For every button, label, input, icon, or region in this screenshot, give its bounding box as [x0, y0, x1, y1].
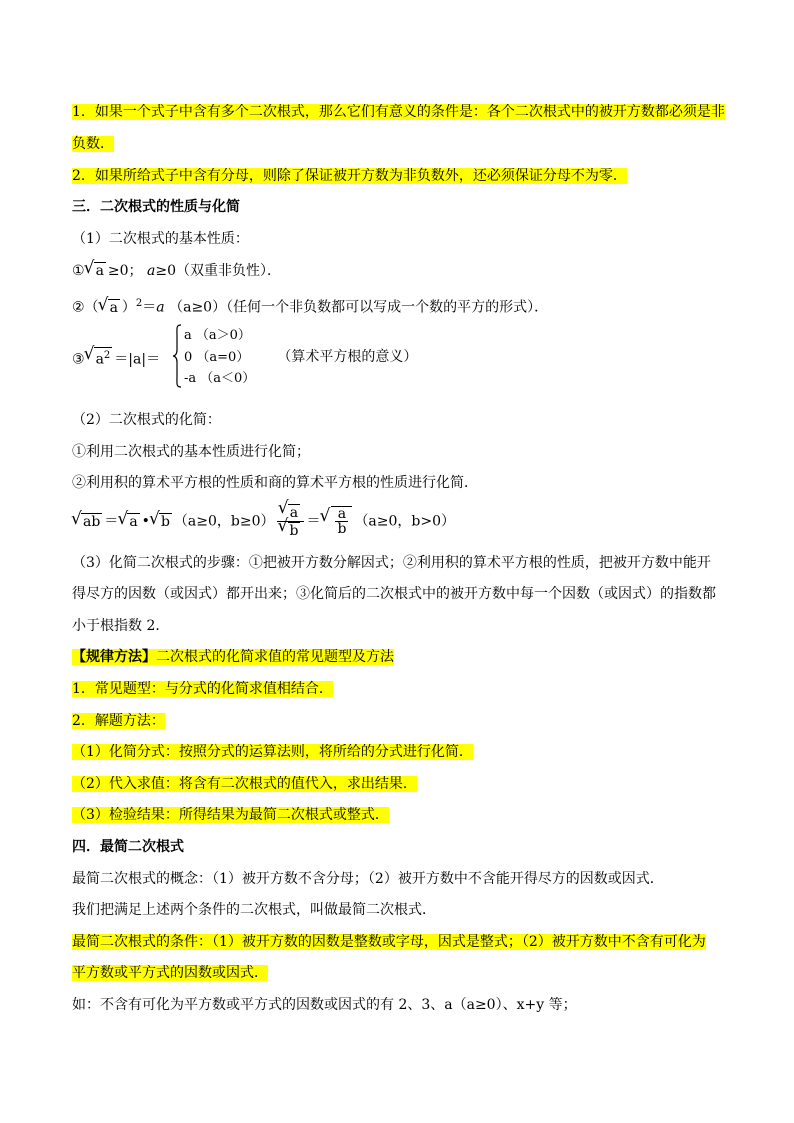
curly-brace-icon: [172, 324, 182, 388]
rule-item-1: 1．常见题型：与分式的化简求值相结合．: [72, 681, 333, 697]
sqrt-symbol: √ $\frac{a}{b}$: [320, 506, 352, 536]
subsection-3-line-b: 得尽方的因数（或因式）都开出来；③化简后的二次根式中的被开方数中每一个因数（或因式）的指数都: [72, 586, 716, 602]
sqrt-symbol: √ a: [118, 509, 139, 535]
case-positive: a （a＞0）: [184, 328, 251, 343]
property-1: ①√ a ≥0； a≥0（双重非负性）．: [72, 261, 281, 281]
sqrt-symbol: √ a: [85, 261, 106, 281]
paragraph-1a: [72, 102, 725, 122]
rule-item-2: 2．解题方法：: [72, 713, 165, 729]
section-3-title: 三．二次根式的性质与化简: [72, 199, 240, 215]
paragraph-1b: [72, 134, 114, 154]
condition-line-a: 最简二次根式的条件：（1）被开方数的因数是整数或字母，因式是整式；（2）被开方数中不含有可化为: [72, 934, 706, 950]
example-line: 如：不含有可化为平方数或平方式的因数或因式的有 2、3、a（a≥0）、x+y 等；: [72, 997, 577, 1013]
fraction: √ a √ b: [277, 504, 305, 539]
definition-line: 我们把满足上述两个条件的二次根式，叫做最简二次根式．: [72, 902, 436, 918]
formula-line: √ ab ＝√ a •√ b （a≥0，b≥0） √ a √ b ＝ √ $\frac{a}{b}$ （a≥0，b>0）: [72, 504, 455, 539]
circled-number: ①: [72, 263, 85, 279]
simplify-method-1: ①利用二次根式的基本性质进行化简；: [72, 444, 310, 460]
sqrt-symbol: √ b: [150, 509, 172, 535]
simplify-method-2: ②利用积的算术平方根的性质和商的算术平方根的性质进行化简．: [72, 475, 478, 491]
highlighted-text: 2．如果所给式子中含有分母，则除了保证被开方数为非负数外，还必须保证分母不为零．: [72, 168, 627, 184]
rule-title: 【规律方法】二次根式的化简求值的常见题型及方法: [72, 649, 394, 665]
property-2: ②（√ a ）$^2$＝a （a≥0）（任何一个非负数都可以写成一个数的平方的形式）．: [72, 294, 548, 318]
rule-item-5: （3）检验结果：所得结果为最简二次根式或整式．: [72, 807, 389, 823]
property-3: ③√ $a^2 =|a|=$: [72, 347, 160, 370]
concept-line: 最简二次根式的概念：（1）被开方数不含分母；（2）被开方数中不含能开得尽方的因数或因式．: [72, 871, 664, 887]
case-zero: 0 （a=0） （算术平方根的意义）: [184, 349, 418, 365]
subsection-2-title: （2）二次根式的化简：: [72, 412, 221, 428]
subsection-1-title: （1）二次根式的基本性质：: [72, 231, 249, 247]
sqrt-symbol: √ ab: [72, 509, 102, 535]
paragraph-2: [72, 166, 627, 186]
condition-line-b: 平方数或平方式的因数或因式．: [72, 965, 268, 981]
rule-item-4: （2）代入求值：将含有二次根式的值代入，求出结果．: [72, 776, 417, 792]
section-4-title: 四．最简二次根式: [72, 839, 184, 855]
highlighted-text: 负数．: [72, 136, 114, 152]
rule-item-3: （1）化简分式：按照分式的运算法则，将所给的分式进行化简．: [72, 744, 473, 760]
case-negative: -a （a＜0）: [184, 371, 256, 386]
highlighted-text: 1．如果一个式子中含有多个二次根式，那么它们有意义的条件是：各个二次根式中的被开方数都必须是非: [72, 104, 725, 120]
sqrt-symbol: √ a: [99, 298, 120, 318]
subsection-3-line-c: 小于根指数 2．: [72, 618, 170, 634]
subsection-3-line-a: （3）化简二次根式的步骤：①把被开方数分解因式；②利用积的算术平方根的性质，把被开方数中能开: [72, 555, 711, 571]
sqrt-symbol: √ $a^2$: [85, 347, 113, 370]
